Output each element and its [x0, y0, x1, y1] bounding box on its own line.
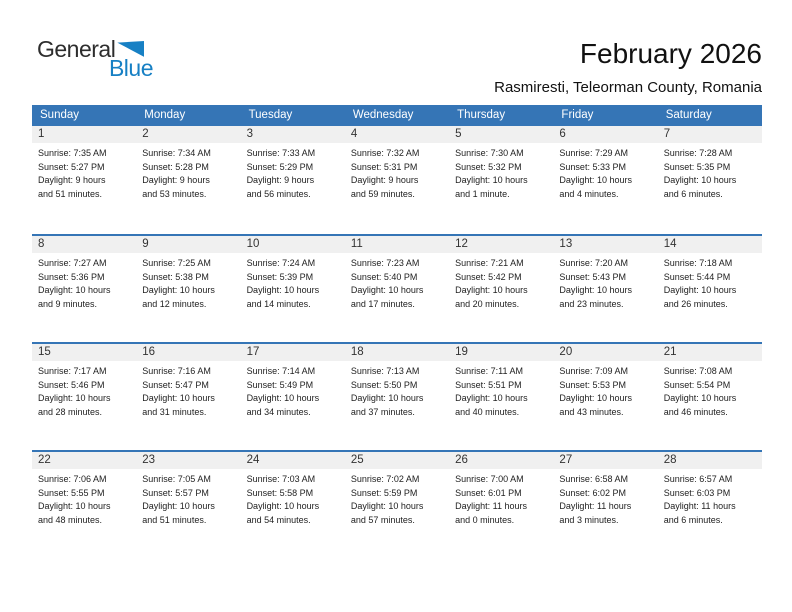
sunset-text: Sunset: 5:44 PM: [663, 271, 731, 282]
daylight-line1: Daylight: 9 hours: [142, 175, 210, 185]
day-detail: [345, 253, 449, 311]
day-number: 22: [32, 452, 136, 469]
daylight-line1: Daylight: 10 hours: [663, 285, 737, 295]
day-number: 18: [345, 344, 449, 361]
day-cell: [241, 126, 345, 234]
daylight-line1: Daylight: 11 hours: [663, 501, 736, 511]
weekday-header-tuesday: Tuesday: [248, 109, 293, 121]
day-number: 14: [658, 236, 762, 253]
sunset-text: Sunset: 5:50 PM: [350, 379, 418, 390]
week-row-2: [32, 234, 762, 342]
day-number: 21: [658, 344, 762, 361]
sunrise-text: Sunrise: 7:27 AM: [38, 258, 107, 268]
day-cell: [241, 344, 345, 450]
daylight-line2: and 28 minutes.: [38, 406, 103, 417]
daylight-line2: and 51 minutes.: [38, 188, 103, 199]
day-cell: [449, 344, 553, 450]
sunset-text: Sunset: 5:59 PM: [350, 487, 418, 498]
sunrise-text: Sunrise: 7:30 AM: [455, 148, 524, 158]
sunset-text: Sunset: 5:28 PM: [142, 161, 209, 172]
sunset-text: Sunset: 6:03 PM: [663, 487, 731, 498]
sunrise-text: Sunrise: 7:08 AM: [663, 366, 733, 376]
sunset-text: Sunset: 5:38 PM: [142, 271, 209, 282]
day-detail: [345, 469, 449, 527]
sunset-text: Sunset: 5:51 PM: [455, 379, 522, 390]
daylight-line2: and 53 minutes.: [142, 188, 207, 199]
daylight-line1: Daylight: 10 hours: [455, 285, 528, 295]
day-cell: [345, 236, 449, 342]
weekday-header-saturday: Saturday: [665, 109, 712, 121]
month-title: February 2026: [579, 38, 762, 69]
day-number: 5: [449, 126, 553, 143]
daylight-line1: Daylight: 10 hours: [142, 393, 215, 403]
daylight-line1: Daylight: 10 hours: [246, 501, 320, 511]
daylight-line2: and 12 minutes.: [142, 298, 207, 309]
sunrise-text: Sunrise: 7:03 AM: [246, 474, 316, 484]
weekday-header-thursday: Thursday: [457, 109, 506, 121]
day-detail: [136, 361, 240, 419]
weekday-header-monday: Monday: [144, 109, 186, 121]
daylight-line1: Daylight: 10 hours: [559, 393, 632, 403]
daylight-line1: Daylight: 10 hours: [350, 285, 424, 295]
week-row-4: [32, 450, 762, 558]
sunrise-text: Sunrise: 7:24 AM: [246, 258, 316, 268]
day-number: 3: [241, 126, 345, 143]
day-number: 11: [345, 236, 449, 253]
daylight-line1: Daylight: 10 hours: [246, 285, 320, 295]
day-number: 19: [449, 344, 553, 361]
daylight-line1: Daylight: 10 hours: [142, 501, 215, 511]
day-detail: [449, 361, 553, 419]
day-number: 1: [32, 126, 136, 143]
sunset-text: Sunset: 5:54 PM: [663, 379, 731, 390]
sunrise-text: Sunrise: 7:02 AM: [350, 474, 420, 484]
day-number: 8: [32, 236, 136, 253]
day-cell: [32, 344, 136, 450]
day-number: 6: [553, 126, 657, 143]
sunrise-text: Sunrise: 7:16 AM: [142, 366, 211, 376]
day-cell: [449, 452, 553, 558]
daylight-line1: Daylight: 10 hours: [455, 393, 528, 403]
sunset-text: Sunset: 5:29 PM: [246, 161, 314, 172]
day-detail: [241, 253, 345, 311]
sunrise-text: Sunrise: 6:58 AM: [559, 474, 628, 484]
day-detail: [136, 143, 240, 201]
daylight-line2: and 23 minutes.: [559, 298, 624, 309]
day-cell: [658, 126, 762, 234]
day-detail: [345, 361, 449, 419]
daylight-line2: and 17 minutes.: [350, 298, 415, 309]
daylight-line1: Daylight: 9 hours: [38, 175, 106, 185]
sunrise-text: Sunrise: 7:05 AM: [142, 474, 211, 484]
weekday-header-wednesday: Wednesday: [352, 109, 414, 121]
day-detail: [449, 143, 553, 201]
sunset-text: Sunset: 5:35 PM: [663, 161, 731, 172]
daylight-line1: Daylight: 10 hours: [38, 501, 111, 511]
day-number: 24: [241, 452, 345, 469]
day-cell: [449, 126, 553, 234]
daylight-line2: and 59 minutes.: [350, 188, 415, 199]
day-detail: [136, 469, 240, 527]
sunrise-text: Sunrise: 7:21 AM: [455, 258, 524, 268]
day-detail: [658, 253, 762, 311]
sunset-text: Sunset: 5:31 PM: [350, 161, 418, 172]
sunset-text: Sunset: 5:43 PM: [559, 271, 626, 282]
daylight-line2: and 57 minutes.: [350, 514, 415, 525]
sunrise-text: Sunrise: 7:35 AM: [38, 148, 107, 158]
sunset-text: Sunset: 5:40 PM: [350, 271, 418, 282]
daylight-line1: Daylight: 10 hours: [559, 285, 632, 295]
day-cell: [345, 452, 449, 558]
day-cell: [658, 236, 762, 342]
daylight-line2: and 48 minutes.: [38, 514, 103, 525]
daylight-line2: and 34 minutes.: [246, 406, 311, 417]
day-number: 27: [553, 452, 657, 469]
sunset-text: Sunset: 5:27 PM: [38, 161, 105, 172]
day-cell: [553, 126, 657, 234]
weekday-header-sunday: Sunday: [40, 109, 80, 121]
daylight-line2: and 6 minutes.: [663, 514, 723, 525]
daylight-line2: and 46 minutes.: [663, 406, 728, 417]
title-block: [494, 38, 762, 96]
day-number: 20: [553, 344, 657, 361]
daylight-line2: and 6 minutes.: [663, 188, 723, 199]
sunset-text: Sunset: 5:39 PM: [246, 271, 314, 282]
daylight-line1: Daylight: 10 hours: [559, 175, 632, 185]
sunrise-text: Sunrise: 7:13 AM: [350, 366, 420, 376]
sunset-text: Sunset: 5:36 PM: [38, 271, 105, 282]
day-number: 12: [449, 236, 553, 253]
daylight-line2: and 1 minute.: [455, 188, 510, 199]
day-detail: [32, 253, 136, 311]
day-detail: [449, 253, 553, 311]
daylight-line2: and 26 minutes.: [663, 298, 728, 309]
day-detail: [553, 469, 657, 527]
day-number: 2: [136, 126, 240, 143]
daylight-line2: and 37 minutes.: [350, 406, 415, 417]
day-detail: [658, 361, 762, 419]
day-cell: [136, 452, 240, 558]
week-row-3: [32, 342, 762, 450]
location-subtitle: Rasmiresti, Teleorman County, Romania: [494, 79, 762, 96]
daylight-line1: Daylight: 10 hours: [38, 393, 111, 403]
daylight-line1: Daylight: 10 hours: [663, 393, 737, 403]
sunset-text: Sunset: 5:46 PM: [38, 379, 105, 390]
daylight-line1: Daylight: 9 hours: [350, 175, 419, 185]
daylight-line2: and 9 minutes.: [38, 298, 98, 309]
day-number: 7: [658, 126, 762, 143]
daylight-line2: and 0 minutes.: [455, 514, 515, 525]
day-cell: [345, 344, 449, 450]
sunset-text: Sunset: 5:49 PM: [246, 379, 314, 390]
sunset-text: Sunset: 6:02 PM: [559, 487, 626, 498]
sunset-text: Sunset: 6:01 PM: [455, 487, 522, 498]
day-cell: [241, 452, 345, 558]
day-detail: [553, 143, 657, 201]
day-detail: [241, 361, 345, 419]
sunrise-text: Sunrise: 7:32 AM: [350, 148, 420, 158]
day-cell: [136, 344, 240, 450]
daylight-line2: and 40 minutes.: [455, 406, 520, 417]
day-number: 9: [136, 236, 240, 253]
sunrise-text: Sunrise: 7:17 AM: [38, 366, 107, 376]
daylight-line1: Daylight: 10 hours: [350, 393, 424, 403]
logo-text-blue: Blue: [108, 55, 153, 81]
sunrise-text: Sunrise: 7:33 AM: [246, 148, 316, 158]
daylight-line2: and 54 minutes.: [246, 514, 311, 525]
daylight-line2: and 43 minutes.: [559, 406, 624, 417]
logo-text-general: General: [37, 36, 116, 62]
day-detail: [449, 469, 553, 527]
day-number: 16: [136, 344, 240, 361]
day-detail: [553, 361, 657, 419]
daylight-line1: Daylight: 9 hours: [246, 175, 315, 185]
sunrise-text: Sunrise: 7:06 AM: [38, 474, 107, 484]
day-cell: [449, 236, 553, 342]
daylight-line1: Daylight: 10 hours: [142, 285, 215, 295]
sunset-text: Sunset: 5:57 PM: [142, 487, 209, 498]
sunrise-text: Sunrise: 7:00 AM: [455, 474, 524, 484]
daylight-line2: and 14 minutes.: [246, 298, 311, 309]
day-cell: [32, 236, 136, 342]
daylight-line2: and 51 minutes.: [142, 514, 207, 525]
sunset-text: Sunset: 5:55 PM: [38, 487, 105, 498]
day-detail: [241, 469, 345, 527]
day-number: 28: [658, 452, 762, 469]
day-detail: [658, 143, 762, 201]
sunrise-text: Sunrise: 7:20 AM: [559, 258, 628, 268]
day-number: 13: [553, 236, 657, 253]
day-number: 25: [345, 452, 449, 469]
day-number: 23: [136, 452, 240, 469]
day-cell: [136, 236, 240, 342]
daylight-line2: and 20 minutes.: [455, 298, 520, 309]
sunrise-text: Sunrise: 7:34 AM: [142, 148, 211, 158]
day-cell: [136, 126, 240, 234]
day-cell: [241, 236, 345, 342]
sunrise-text: Sunrise: 7:23 AM: [350, 258, 420, 268]
daylight-line1: Daylight: 10 hours: [350, 501, 424, 511]
day-detail: [658, 469, 762, 527]
daylight-line1: Daylight: 10 hours: [246, 393, 320, 403]
daylight-line2: and 31 minutes.: [142, 406, 207, 417]
day-cell: [658, 344, 762, 450]
sunrise-text: Sunrise: 7:11 AM: [455, 366, 524, 376]
day-cell: [32, 452, 136, 558]
day-detail: [241, 143, 345, 201]
sunset-text: Sunset: 5:47 PM: [142, 379, 209, 390]
daylight-line2: and 3 minutes.: [559, 514, 619, 525]
sunrise-text: Sunrise: 7:14 AM: [246, 366, 316, 376]
sunrise-text: Sunrise: 7:29 AM: [559, 148, 628, 158]
sunset-text: Sunset: 5:42 PM: [455, 271, 522, 282]
daylight-line2: and 4 minutes.: [559, 188, 619, 199]
day-cell: [658, 452, 762, 558]
day-number: 4: [345, 126, 449, 143]
sunrise-text: Sunrise: 7:18 AM: [663, 258, 733, 268]
daylight-line1: Daylight: 11 hours: [559, 501, 632, 511]
day-cell: [553, 452, 657, 558]
daylight-line1: Daylight: 10 hours: [38, 285, 111, 295]
sunset-text: Sunset: 5:32 PM: [455, 161, 522, 172]
day-detail: [345, 143, 449, 201]
daylight-line1: Daylight: 10 hours: [455, 175, 528, 185]
day-number: 10: [241, 236, 345, 253]
daylight-line1: Daylight: 11 hours: [455, 501, 528, 511]
day-detail: [553, 253, 657, 311]
day-detail: [32, 143, 136, 201]
sunrise-text: Sunrise: 7:28 AM: [663, 148, 733, 158]
week-row-1: [32, 126, 762, 234]
day-detail: [32, 469, 136, 527]
day-number: 15: [32, 344, 136, 361]
sunset-text: Sunset: 5:58 PM: [246, 487, 314, 498]
sunset-text: Sunset: 5:53 PM: [559, 379, 626, 390]
day-detail: [136, 253, 240, 311]
sunrise-text: Sunrise: 7:09 AM: [559, 366, 628, 376]
day-number: 26: [449, 452, 553, 469]
sunrise-text: Sunrise: 6:57 AM: [663, 474, 733, 484]
sunset-text: Sunset: 5:33 PM: [559, 161, 626, 172]
day-cell: [553, 236, 657, 342]
day-detail: [32, 361, 136, 419]
sunrise-text: Sunrise: 7:25 AM: [142, 258, 211, 268]
calendar-table: [32, 105, 762, 558]
day-cell: [345, 126, 449, 234]
daylight-line1: Daylight: 10 hours: [663, 175, 737, 185]
day-cell: [32, 126, 136, 234]
daylight-line2: and 56 minutes.: [246, 188, 311, 199]
day-cell: [553, 344, 657, 450]
weekday-header-friday: Friday: [561, 109, 594, 121]
day-number: 17: [241, 344, 345, 361]
general-blue-logo: [37, 36, 167, 81]
weekday-header-row: [32, 105, 762, 126]
